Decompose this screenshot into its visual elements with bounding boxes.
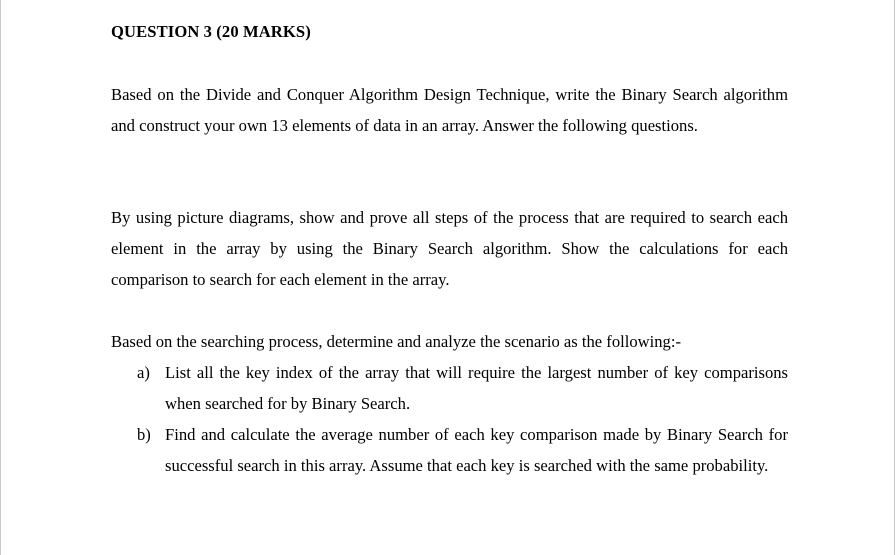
list-marker-a: a) (137, 363, 150, 382)
list-item (137, 357, 788, 419)
instructions-paragraph: By using picture diagrams, show and prove all steps of the process that are required to search each element in the array by using the Binary Search algorithm. Show the calculations for each comparison to search for each element in the array. (111, 208, 788, 289)
list-item (137, 419, 788, 481)
list-marker-b: b) (137, 425, 151, 444)
list-item-text-b: Find and calculate the average number of each key comparison made by Binary Search for successful search in this array. Assume that each key is searched with the same probability. (165, 425, 788, 475)
question-heading: QUESTION 3 (20 MARKS) (111, 22, 311, 41)
scenario-paragraph: Based on the searching process, determine and analyze the scenario as the following:- (111, 332, 681, 351)
list-item-text-a: List all the key index of the array that will require the largest number of key comparisons when searched for by Binary Search. (165, 363, 788, 413)
intro-paragraph: Based on the Divide and Conquer Algorithm Design Technique, write the Binary Search algorithm and construct your own 13 elements of data in an array. Answer the following questions. (111, 85, 788, 135)
